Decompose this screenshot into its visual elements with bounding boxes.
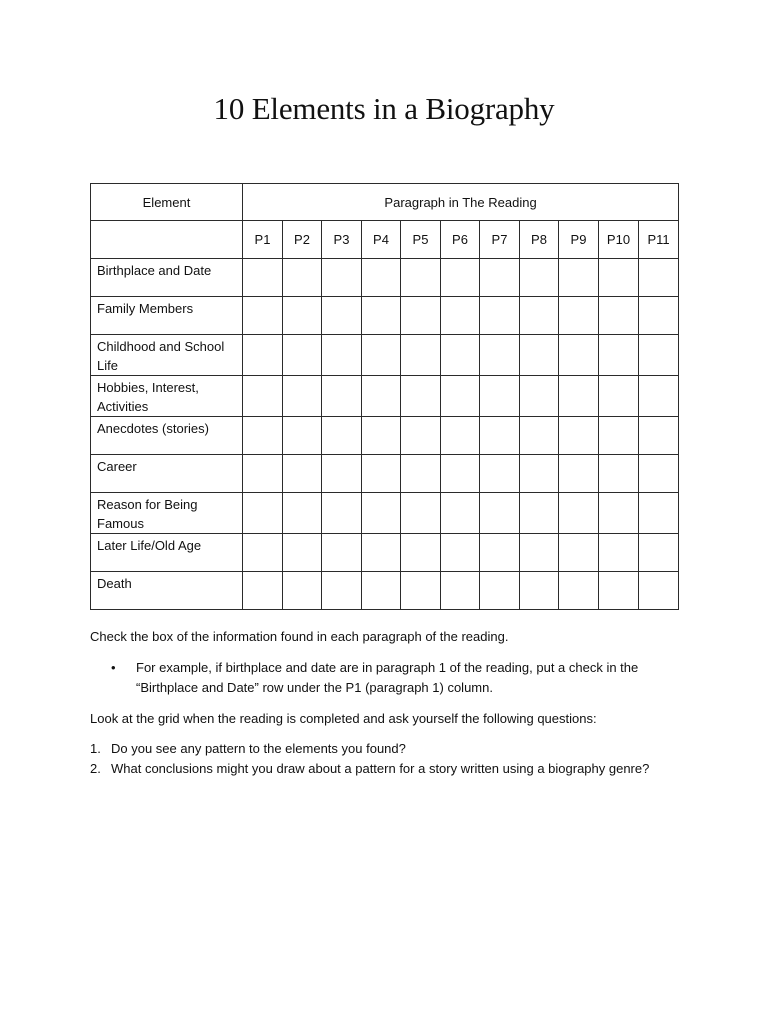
check-cell[interactable] (639, 297, 679, 335)
check-cell[interactable] (559, 376, 599, 417)
check-cell[interactable] (401, 259, 441, 297)
check-cell[interactable] (559, 417, 599, 455)
element-label: Later Life/Old Age (91, 534, 243, 572)
table-row (91, 259, 679, 297)
look-instruction: Look at the grid when the reading is completed and ask yourself the following questions: (90, 711, 597, 726)
question-number: 1. (90, 741, 101, 756)
element-label: Childhood and School Life (91, 335, 243, 376)
page-title: 10 Elements in a Biography (213, 91, 555, 126)
check-cell[interactable] (362, 455, 401, 493)
check-cell[interactable] (283, 417, 322, 455)
check-cell[interactable] (520, 455, 559, 493)
check-cell[interactable] (559, 335, 599, 376)
check-cell[interactable] (322, 455, 362, 493)
check-cell[interactable] (322, 417, 362, 455)
check-cell[interactable] (283, 534, 322, 572)
check-cell[interactable] (283, 376, 322, 417)
question-text: Do you see any pattern to the elements you found? (111, 741, 406, 756)
biography-elements-table (90, 183, 679, 610)
check-cell[interactable] (599, 335, 639, 376)
check-cell[interactable] (520, 335, 559, 376)
check-cell[interactable] (283, 259, 322, 297)
example-bullet (90, 658, 676, 698)
check-cell[interactable] (401, 493, 441, 534)
check-cell[interactable] (401, 455, 441, 493)
column-header-p1: P1 (243, 221, 283, 259)
check-cell[interactable] (520, 259, 559, 297)
check-cell[interactable] (362, 572, 401, 610)
check-cell[interactable] (480, 297, 520, 335)
check-cell[interactable] (243, 572, 283, 610)
check-cell[interactable] (599, 455, 639, 493)
check-cell[interactable] (559, 297, 599, 335)
question-list (90, 739, 690, 779)
check-cell[interactable] (362, 259, 401, 297)
check-cell[interactable] (639, 335, 679, 376)
check-cell[interactable] (362, 335, 401, 376)
element-label: Reason for Being Famous (91, 493, 243, 534)
check-cell[interactable] (243, 376, 283, 417)
table-row (91, 335, 679, 376)
element-label: Death (91, 572, 243, 610)
check-cell[interactable] (243, 455, 283, 493)
check-cell[interactable] (480, 572, 520, 610)
table-row (91, 534, 679, 572)
check-cell[interactable] (322, 534, 362, 572)
check-cell[interactable] (480, 493, 520, 534)
check-cell[interactable] (362, 534, 401, 572)
blank-header-cell (91, 221, 243, 259)
check-cell[interactable] (639, 534, 679, 572)
question-item (90, 739, 676, 759)
check-cell[interactable] (480, 455, 520, 493)
column-header-p7: P7 (480, 221, 520, 259)
question-text: What conclusions might you draw about a pattern for a story written using a biography genre? (111, 761, 650, 776)
check-cell[interactable] (283, 335, 322, 376)
element-label: Family Members (91, 297, 243, 335)
check-cell[interactable] (441, 493, 480, 534)
check-cell[interactable] (243, 493, 283, 534)
check-cell[interactable] (520, 493, 559, 534)
check-cell[interactable] (599, 259, 639, 297)
column-header-p9: P9 (559, 221, 599, 259)
check-cell[interactable] (559, 534, 599, 572)
element-label: Career (91, 455, 243, 493)
check-cell[interactable] (283, 297, 322, 335)
check-cell[interactable] (639, 572, 679, 610)
check-cell[interactable] (322, 335, 362, 376)
column-header-p6: P6 (441, 221, 480, 259)
check-cell[interactable] (520, 297, 559, 335)
check-cell[interactable] (283, 493, 322, 534)
check-cell[interactable] (520, 376, 559, 417)
check-cell[interactable] (441, 335, 480, 376)
check-cell[interactable] (401, 417, 441, 455)
check-cell[interactable] (639, 455, 679, 493)
check-cell[interactable] (322, 259, 362, 297)
instructions (90, 627, 690, 779)
check-cell[interactable] (480, 376, 520, 417)
check-cell[interactable] (599, 297, 639, 335)
element-column-header: Element (91, 184, 243, 221)
check-cell[interactable] (441, 417, 480, 455)
check-cell[interactable] (283, 572, 322, 610)
check-cell[interactable] (599, 417, 639, 455)
check-cell[interactable] (520, 534, 559, 572)
check-cell[interactable] (639, 493, 679, 534)
check-cell[interactable] (480, 417, 520, 455)
check-cell[interactable] (401, 376, 441, 417)
element-label: Birthplace and Date (91, 259, 243, 297)
check-cell[interactable] (322, 572, 362, 610)
check-cell[interactable] (283, 455, 322, 493)
check-cell[interactable] (362, 417, 401, 455)
check-cell[interactable] (639, 376, 679, 417)
check-cell[interactable] (599, 376, 639, 417)
check-cell[interactable] (559, 259, 599, 297)
check-cell[interactable] (599, 572, 639, 610)
table-row (91, 455, 679, 493)
check-cell[interactable] (480, 335, 520, 376)
check-cell[interactable] (441, 455, 480, 493)
check-cell[interactable] (559, 493, 599, 534)
question-item (90, 759, 676, 779)
column-header-p3: P3 (322, 221, 362, 259)
check-cell[interactable] (480, 259, 520, 297)
check-cell[interactable] (243, 335, 283, 376)
table-row (91, 493, 679, 534)
table-row (91, 572, 679, 610)
check-cell[interactable] (243, 534, 283, 572)
check-cell[interactable] (362, 376, 401, 417)
check-cell[interactable] (243, 417, 283, 455)
check-cell[interactable] (401, 297, 441, 335)
check-cell[interactable] (441, 376, 480, 417)
check-cell[interactable] (599, 534, 639, 572)
check-cell[interactable] (520, 417, 559, 455)
column-header-p2: P2 (283, 221, 322, 259)
column-header-p11: P11 (639, 221, 679, 259)
check-cell[interactable] (559, 572, 599, 610)
check-cell[interactable] (401, 572, 441, 610)
column-header-p10: P10 (599, 221, 639, 259)
check-cell[interactable] (243, 259, 283, 297)
check-cell[interactable] (441, 572, 480, 610)
paragraph-column-header: Paragraph in The Reading (243, 184, 679, 221)
column-header-p5: P5 (401, 221, 441, 259)
check-cell[interactable] (401, 534, 441, 572)
check-cell[interactable] (480, 534, 520, 572)
check-cell[interactable] (520, 572, 559, 610)
check-cell[interactable] (322, 376, 362, 417)
check-cell[interactable] (441, 259, 480, 297)
check-cell[interactable] (362, 493, 401, 534)
table-row (91, 417, 679, 455)
check-cell[interactable] (243, 297, 283, 335)
check-cell[interactable] (559, 455, 599, 493)
check-cell[interactable] (401, 335, 441, 376)
check-cell[interactable] (639, 417, 679, 455)
column-header-p8: P8 (520, 221, 559, 259)
table-row (91, 376, 679, 417)
check-instruction: Check the box of the information found in each paragraph of the reading. (90, 629, 509, 644)
element-label: Hobbies, Interest, Activities (91, 376, 243, 417)
element-label: Anecdotes (stories) (91, 417, 243, 455)
check-cell[interactable] (322, 493, 362, 534)
check-cell[interactable] (599, 493, 639, 534)
check-cell[interactable] (441, 534, 480, 572)
check-cell[interactable] (441, 297, 480, 335)
table-row (91, 297, 679, 335)
bullet-icon: • (111, 660, 116, 675)
check-cell[interactable] (362, 297, 401, 335)
question-number: 2. (90, 761, 101, 776)
column-header-p4: P4 (362, 221, 401, 259)
check-cell[interactable] (639, 259, 679, 297)
check-cell[interactable] (322, 297, 362, 335)
example-text: For example, if birthplace and date are in paragraph 1 of the reading, put a check in the “Birthplace and Date” row under the P1 (paragraph 1) column. (136, 660, 639, 695)
